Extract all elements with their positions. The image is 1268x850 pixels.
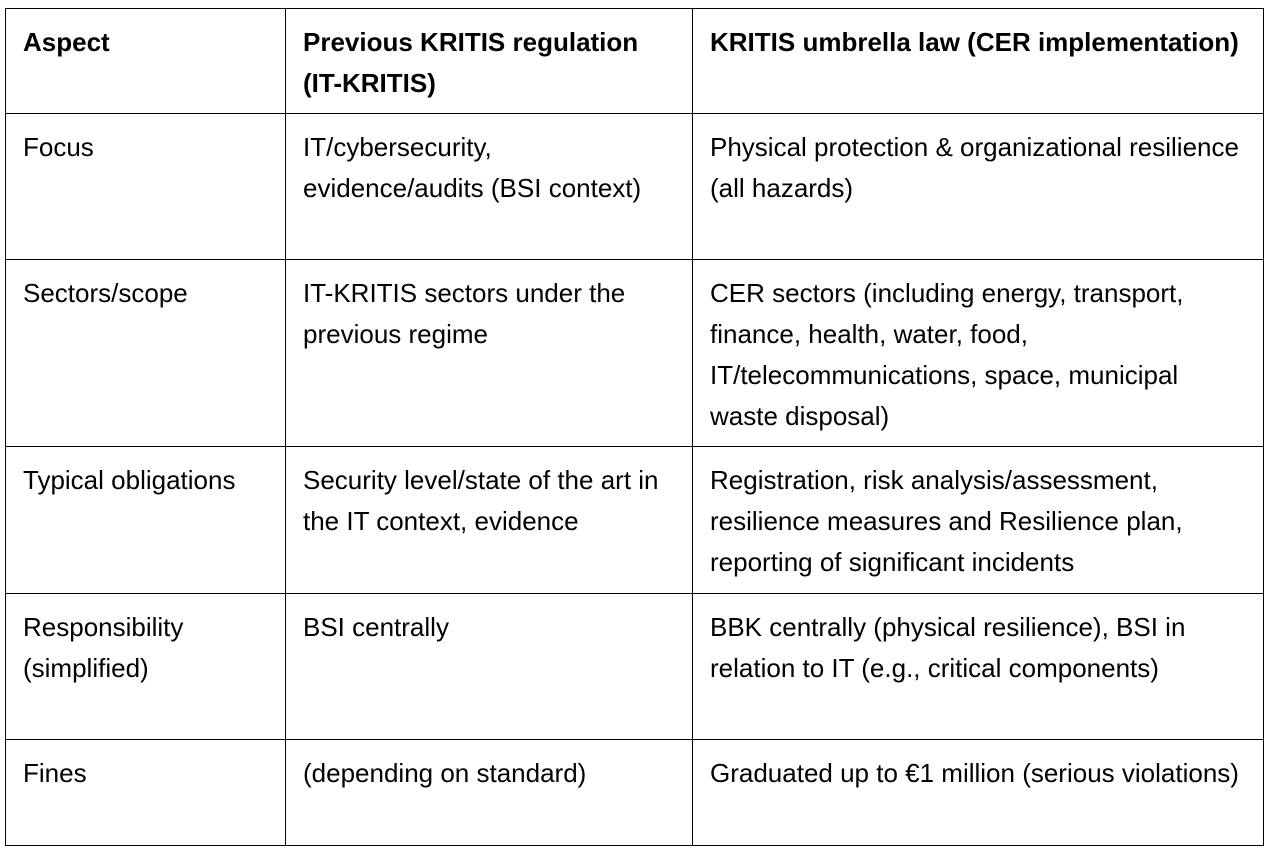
header-aspect: Aspect bbox=[6, 9, 286, 114]
cell-umbrella: CER sectors (including energy, transport, finance, health, water, food, IT/telecommunications, space, municipal waste disposal) bbox=[693, 260, 1264, 447]
table-row bbox=[6, 447, 1264, 594]
cell-previous: IT-KRITIS sectors under the previous regime bbox=[286, 260, 693, 447]
cell-aspect: Sectors/scope bbox=[6, 260, 286, 447]
cell-aspect: Typical obligations bbox=[6, 447, 286, 594]
header-row bbox=[6, 9, 1264, 114]
cell-umbrella: Registration, risk analysis/assessment, resilience measures and Resilience plan, reporting of significant incidents bbox=[693, 447, 1264, 594]
cell-umbrella: BBK centrally (physical resilience), BSI in relation to IT (e.g., critical components) bbox=[693, 594, 1264, 740]
table-row bbox=[6, 260, 1264, 447]
header-umbrella: KRITIS umbrella law (CER implementation) bbox=[693, 9, 1264, 114]
cell-umbrella: Physical protection & organizational resilience (all hazards) bbox=[693, 114, 1264, 260]
cell-aspect: Fines bbox=[6, 740, 286, 846]
cell-aspect: Responsibility (simplified) bbox=[6, 594, 286, 740]
cell-previous: Security level/state of the art in the IT context, evidence bbox=[286, 447, 693, 594]
table-row bbox=[6, 740, 1264, 846]
cell-previous: (depending on standard) bbox=[286, 740, 693, 846]
cell-aspect: Focus bbox=[6, 114, 286, 260]
table-row bbox=[6, 114, 1264, 260]
comparison-table bbox=[5, 8, 1264, 846]
cell-previous: IT/cybersecurity, evidence/audits (BSI context) bbox=[286, 114, 693, 260]
cell-previous: BSI centrally bbox=[286, 594, 693, 740]
header-previous: Previous KRITIS regulation (IT-KRITIS) bbox=[286, 9, 693, 114]
cell-umbrella: Graduated up to €1 million (serious violations) bbox=[693, 740, 1264, 846]
table-row bbox=[6, 594, 1264, 740]
